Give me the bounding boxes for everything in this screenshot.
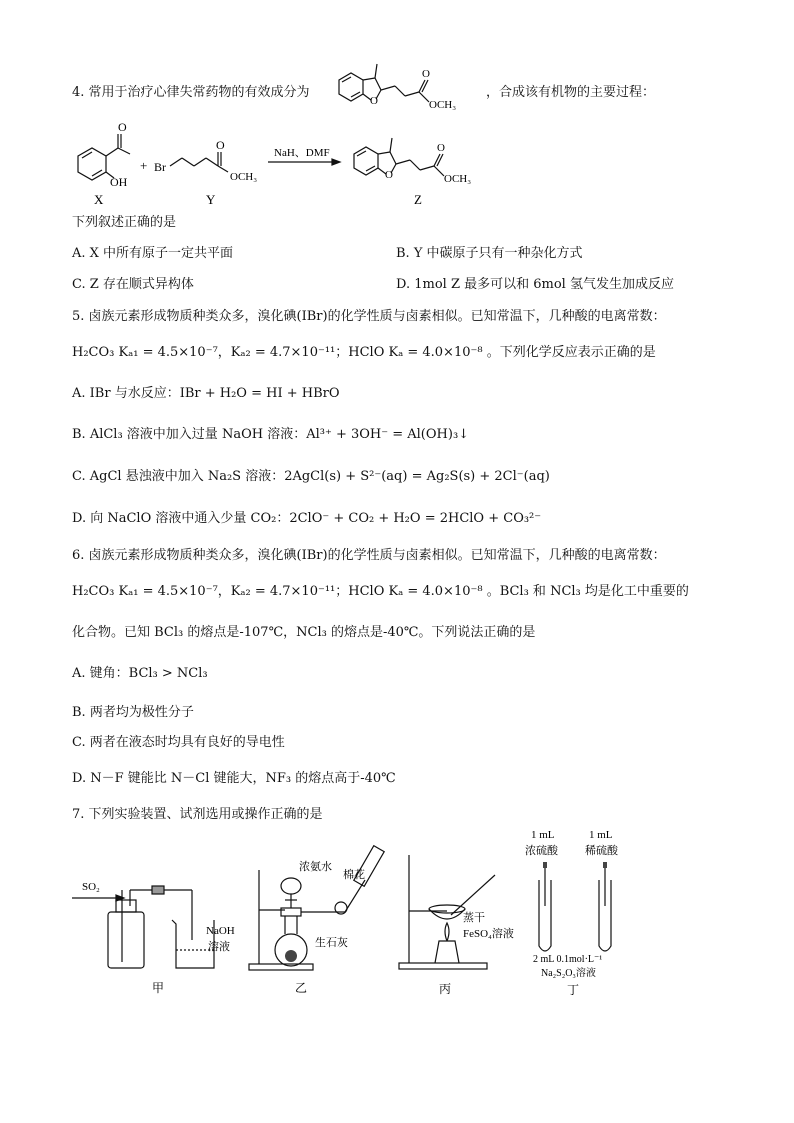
- bing-feso4-label: FeSO₄溶液: [463, 928, 514, 940]
- yi-cotton-label: 棉花: [343, 869, 365, 881]
- z-och3: OCH₃: [444, 173, 472, 185]
- ding-acid2: 稀硫酸: [585, 845, 618, 857]
- ding-thio-label: Na₂S₂O₃溶液: [541, 968, 596, 979]
- label-x: X: [94, 192, 104, 207]
- q4-prompt: 下列叙述正确的是: [72, 215, 177, 230]
- reagent-label: NaH、DMF: [274, 147, 330, 159]
- stem-o-label: O: [370, 95, 378, 107]
- z-ring-o: O: [385, 169, 393, 181]
- ding-caption: 丁: [567, 983, 580, 997]
- q5-stem: 5. 卤族元素形成物质种类众多，溴化碘(IBr)的化学性质与卤素相似。已知常温下，几种酸的电离常数：: [72, 309, 666, 324]
- bing-caption: 丙: [439, 982, 452, 996]
- apparatus-yi: [245, 830, 405, 1000]
- jia-gas-label: SO₂: [82, 881, 100, 893]
- q4-stem-pre: 4. 常用于治疗心律失常药物的有效成分为: [72, 85, 310, 100]
- q5-option-b[interactable]: B. AlCl₃ 溶液中加入过量 NaOH 溶液：Al³⁺ + 3OH⁻ = Al(OH)₃↓: [72, 427, 470, 442]
- q4-option-b[interactable]: B. Y 中碳原子只有一种杂化方式: [396, 246, 583, 261]
- ding-vol2: 1 mL: [589, 829, 613, 841]
- apparatus-bing: [395, 845, 535, 1000]
- q4-option-c[interactable]: C. Z 存在顺式异构体: [72, 277, 194, 292]
- jia-naoh-label: NaOH: [206, 925, 235, 937]
- q5-option-d[interactable]: D. 向 NaClO 溶液中通入少量 CO₂：2ClO⁻ + CO₂ + H₂O = 2HClO + CO₃²⁻: [72, 511, 542, 526]
- yi-caption: 乙: [295, 981, 308, 995]
- q6-line3: 化合物。已知 BCl₃ 的熔点是-107℃，NCl₃ 的熔点是-40℃。下列说法正确的是: [72, 625, 536, 640]
- label-y: Y: [206, 192, 216, 207]
- stem-och3: OCH₃: [429, 99, 457, 111]
- q4-stem-post: ，合成该有机物的主要过程：: [486, 85, 656, 100]
- q6-stem: 6. 卤族元素形成物质种类众多，溴化碘(IBr)的化学性质与卤素相似。已知常温下，几种酸的电离常数：: [72, 548, 666, 563]
- q5-option-a[interactable]: A. IBr 与水反应：IBr + H₂O = HI + HBrO: [72, 386, 340, 401]
- y-carbonyl-o: O: [216, 138, 225, 152]
- label-z: Z: [414, 192, 422, 207]
- jia-caption: 甲: [152, 981, 165, 995]
- q5-option-c[interactable]: C. AgCl 悬浊液中加入 Na₂S 溶液：2AgCl(s) + S²⁻(aq) = Ag₂S(s) + 2Cl⁻(aq): [72, 469, 550, 484]
- x-oh: OH: [110, 175, 128, 189]
- bing-evap-label: 蒸干: [463, 912, 485, 924]
- ding-acid1: 浓硫酸: [525, 845, 558, 857]
- q6-option-a[interactable]: A. 键角：BCl₃ > NCl₃: [72, 666, 208, 681]
- z-carbonyl-o: O: [437, 142, 445, 154]
- yi-ammonia-label: 浓氨水: [299, 861, 332, 873]
- q6-option-b[interactable]: B. 两者均为极性分子: [72, 705, 194, 720]
- q6-option-c[interactable]: C. 两者在液态时均具有良好的导电性: [72, 735, 285, 750]
- q4-option-d[interactable]: D. 1mol Z 最多可以和 6mol 氢气发生加成反应: [396, 277, 674, 292]
- ding-vol1: 1 mL: [531, 829, 555, 841]
- q5-constants: H₂CO₃ Kₐ₁ = 4.5×10⁻⁷，Kₐ₂ = 4.7×10⁻¹¹；HClO Kₐ = 4.0×10⁻⁸ 。下列化学反应表示正确的是: [72, 345, 656, 360]
- y-br: Br: [154, 160, 166, 174]
- stem-carbonyl-o: O: [422, 68, 430, 80]
- x-carbonyl-o: O: [118, 120, 127, 134]
- q4-stem-molecule-z: [325, 58, 485, 120]
- q4-option-a[interactable]: A. X 中所有原子一定共平面: [72, 246, 234, 261]
- q7-stem: 7. 下列实验装置、试剂选用或操作正确的是: [72, 807, 323, 822]
- apparatus-jia: [72, 850, 252, 1000]
- apparatus-ding: [525, 826, 645, 1000]
- ding-bottom-label: 2 mL 0.1mol·L⁻¹: [533, 954, 603, 965]
- q6-option-d[interactable]: D. N－F 键能比 N－Cl 键能大，NF₃ 的熔点高于-40℃: [72, 771, 396, 786]
- jia-solution-label: 溶液: [208, 941, 230, 953]
- q6-constants: H₂CO₃ Kₐ₁ = 4.5×10⁻⁷，Kₐ₂ = 4.7×10⁻¹¹；HClO Kₐ = 4.0×10⁻⁸ 。BCl₃ 和 NCl₃ 均是化工中重要的: [72, 584, 689, 599]
- plus-sign: +: [140, 158, 148, 173]
- y-och3: OCH₃: [230, 171, 258, 183]
- yi-lime-label: 生石灰: [315, 937, 348, 949]
- q4-reaction-scheme: [70, 118, 510, 212]
